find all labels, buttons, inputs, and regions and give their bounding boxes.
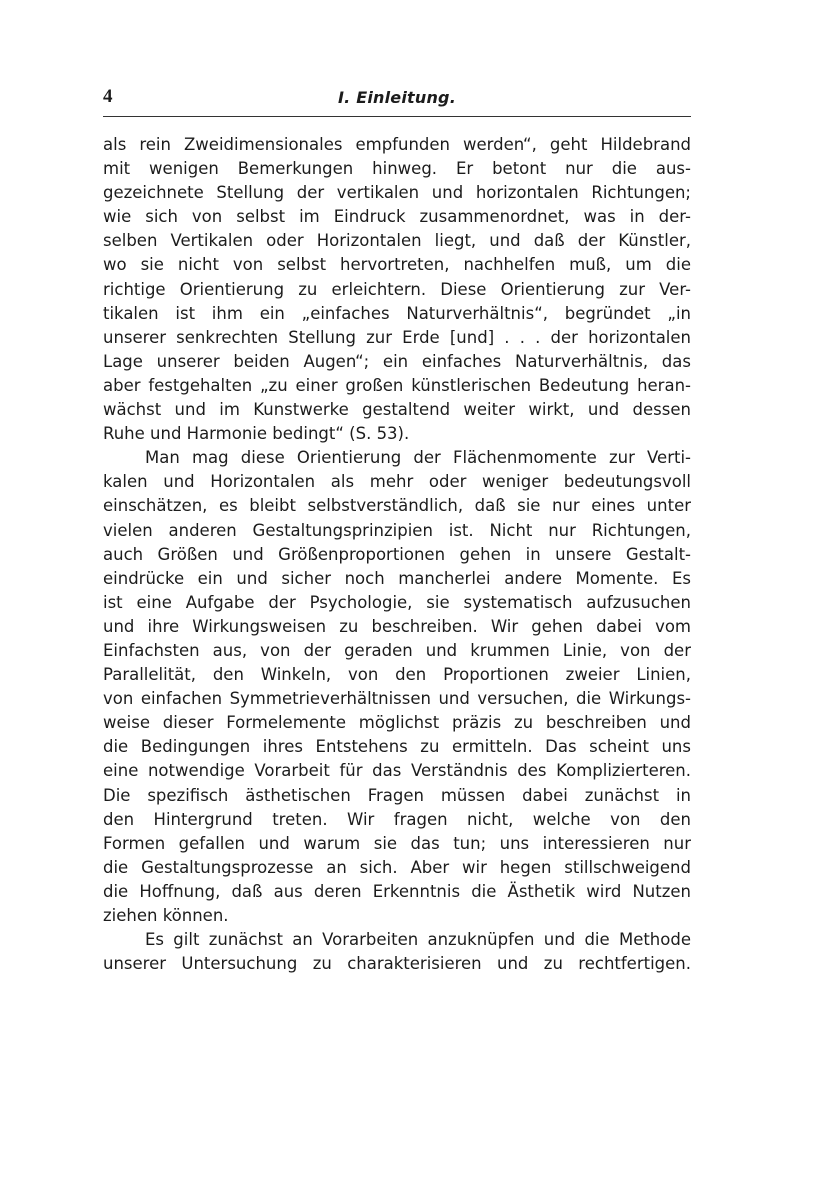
text-line: Lage unserer beiden Augen“; ein einfaches Naturverhältnis, das	[103, 351, 691, 371]
text-line: Parallelität, den Winkeln, von den Proportionen zweier Linien,	[103, 665, 691, 685]
text-line: wächst und im Kunstwerke gestaltend weiter wirkt, und dessen	[103, 400, 691, 420]
text-line: tikalen ist ihm ein „einfaches Naturverhältnis“, begründet „in	[103, 303, 691, 323]
header-rule	[103, 116, 691, 117]
text-line: Einfachsten aus, von der geraden und krummen Linie, von der	[103, 640, 691, 660]
text-line: richtige Orientierung zu erleichtern. Diese Orientierung zur Ver-	[103, 279, 691, 299]
text-line: den Hintergrund treten. Wir fragen nicht, welche von den	[103, 809, 691, 829]
text-line: vielen anderen Gestaltungsprinzipien ist. Nicht nur Richtungen,	[103, 520, 691, 540]
running-head	[103, 86, 691, 112]
text-line: kalen und Horizontalen als mehr oder weniger bedeutungsvoll	[103, 472, 691, 492]
text-line: Formen gefallen und warum sie das tun; uns interessieren nur	[103, 833, 691, 853]
text-line: eine notwendige Vorarbeit für das Verständnis des Komplizierteren.	[103, 761, 691, 781]
text-line: die Bedingungen ihres Entstehens zu ermitteln. Das scheint uns	[103, 737, 691, 757]
text-line: selben Vertikalen oder Horizontalen liegt, und daß der Künstler,	[103, 231, 691, 251]
text-line: mit wenigen Bemerkungen hinweg. Er betont nur die aus-	[103, 159, 691, 179]
text-line: Ruhe und Harmonie bedingt“ (S. 53).	[103, 424, 410, 444]
text-line: ziehen können.	[103, 906, 229, 925]
text-line: die Hoffnung, daß aus deren Erkenntnis die Ästhetik wird Nutzen	[103, 881, 691, 901]
text-line: gezeichnete Stellung der vertikalen und horizontalen Richtungen;	[103, 183, 691, 203]
text-line: die Gestaltungsprozesse an sich. Aber wir hegen stillschweigend	[103, 857, 691, 877]
text-line: wo sie nicht von selbst hervortreten, nachhelfen muß, um die	[103, 255, 691, 275]
text-line: aber festgehalten „zu einer großen künstlerischen Bedeutung heran-	[103, 375, 691, 395]
text-line: einschätzen, es bleibt selbstverständlich, daß sie nur eines unter	[103, 496, 691, 516]
text-line: wie sich von selbst im Eindruck zusammenordnet, was in der-	[103, 207, 691, 227]
paragraph-first-line: Man mag diese Orientierung der Flächenmomente zur Verti-	[145, 448, 691, 468]
running-title: I. Einleitung.	[338, 88, 456, 107]
paragraph-first-line: Es gilt zunächst an Vorarbeiten anzuknüpfen und die Methode	[145, 930, 691, 950]
text-line: weise dieser Formelemente möglichst präzis zu beschreiben und	[103, 713, 691, 733]
text-line: ist eine Aufgabe der Psychologie, sie systematisch aufzusuchen	[103, 592, 691, 612]
text-line: und ihre Wirkungsweisen zu beschreiben. Wir gehen dabei vom	[103, 616, 691, 636]
text-line: unserer senkrechten Stellung zur Erde [und] . . . der horizontalen	[103, 327, 691, 347]
body-text	[103, 133, 691, 976]
text-line: auch Größen und Größenproportionen gehen in unsere Gestalt-	[103, 544, 691, 564]
text-line: von einfachen Symmetrieverhältnissen und versuchen, die Wirkungs-	[103, 689, 691, 709]
text-line: als rein Zweidimensionales empfunden werden“, geht Hildebrand	[103, 135, 691, 154]
text-line: Die spezifisch ästhetischen Fragen müssen dabei zunächst in	[103, 785, 691, 805]
text-line: eindrücke ein und sicher noch mancherlei andere Momente. Es	[103, 568, 691, 588]
page-number: 4	[103, 86, 113, 107]
text-line: unserer Untersuchung zu charakterisieren und zu rechtfertigen.	[103, 954, 691, 974]
